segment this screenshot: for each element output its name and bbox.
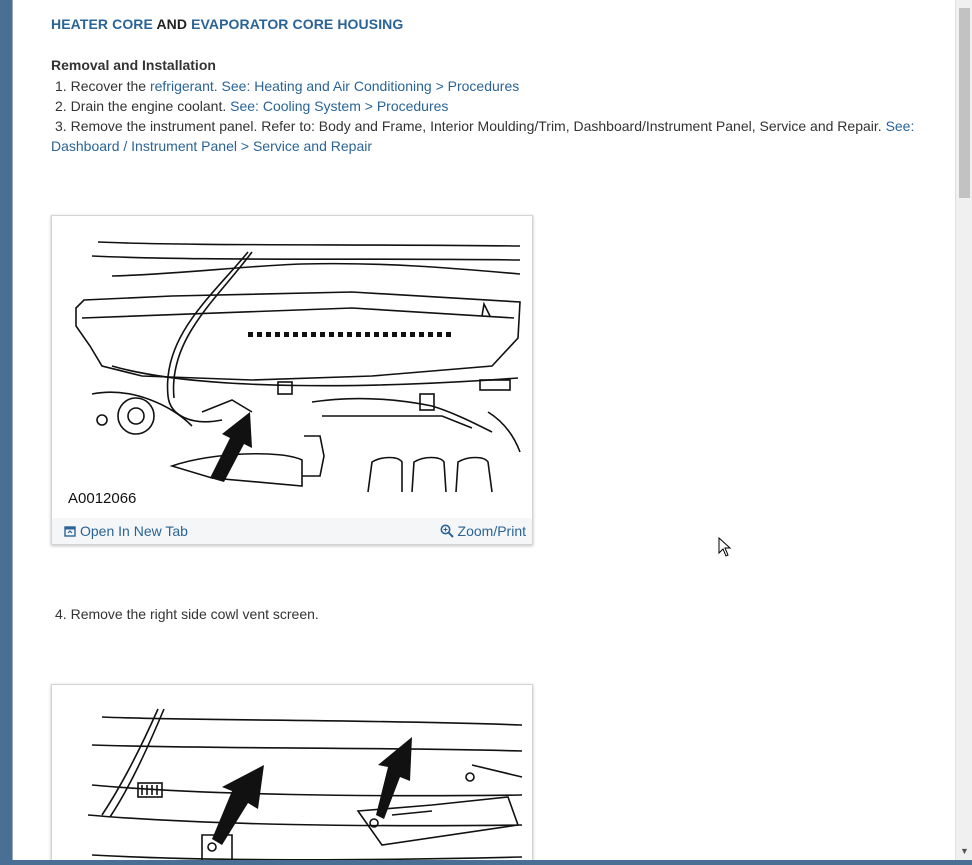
- mouse-cursor-icon: [718, 537, 732, 560]
- open-new-tab-icon: [64, 524, 76, 540]
- instrument-panel-link[interactable]: See: Dashboard / Instrument Panel > Service and Repair: [51, 118, 915, 154]
- step-number: 4.: [55, 606, 67, 622]
- open-new-tab-button[interactable]: [64, 523, 188, 540]
- step-number: 3.: [55, 118, 67, 134]
- cowl-screen-illustration: [52, 685, 532, 860]
- step-1: [55, 76, 519, 96]
- figure-2: [51, 684, 533, 860]
- step-number: 1.: [55, 78, 67, 94]
- title-evaporator-link[interactable]: EVAPORATOR CORE HOUSING: [191, 16, 404, 32]
- arrow-marker-left: [212, 765, 264, 845]
- cooling-system-procedures-link[interactable]: See: Cooling System > Procedures: [230, 98, 449, 114]
- step-2: [55, 96, 448, 116]
- magnifier-icon: [440, 524, 454, 541]
- cowl-illustration: [52, 216, 532, 518]
- step-text: Recover the: [66, 78, 150, 94]
- refrigerant-link[interactable]: refrigerant: [149, 78, 214, 94]
- document-content: [13, 0, 945, 860]
- step-4: [55, 604, 319, 624]
- figure-1-image[interactable]: [52, 216, 532, 518]
- step-3: [51, 116, 931, 156]
- open-new-tab-label: Open In New Tab: [80, 523, 188, 539]
- scroll-down-arrow-icon[interactable]: ▼: [960, 846, 969, 856]
- step-text: Drain the engine coolant.: [66, 98, 231, 114]
- section-heading: Removal and Installation: [51, 57, 216, 73]
- figure-1-toolbar: [52, 518, 532, 544]
- title-heater-core-link[interactable]: HEATER CORE: [51, 16, 153, 32]
- heating-ac-procedures-link[interactable]: . See: Heating and Air Conditioning > Procedures: [213, 78, 520, 94]
- step-number: 2.: [55, 98, 67, 114]
- figure-1-caption: A0012066: [68, 490, 137, 507]
- figure-2-image[interactable]: [52, 685, 532, 860]
- step-text: Remove the instrument panel. Refer to: Body and Frame, Interior Moulding/Trim, Dashboard/Instrument Panel, Service and Repair.: [66, 118, 886, 134]
- vertical-scrollbar[interactable]: [955, 0, 972, 860]
- arrow-marker: [210, 412, 252, 482]
- title-and: AND: [152, 16, 192, 32]
- figure-1: [51, 215, 533, 545]
- zoom-print-label: Zoom/Print: [457, 523, 526, 539]
- browser-window: [12, 0, 972, 860]
- page-title: [51, 16, 403, 32]
- zoom-print-button[interactable]: [440, 523, 526, 541]
- scrollbar-thumb[interactable]: [959, 8, 970, 198]
- step-text: Remove the right side cowl vent screen.: [66, 606, 319, 622]
